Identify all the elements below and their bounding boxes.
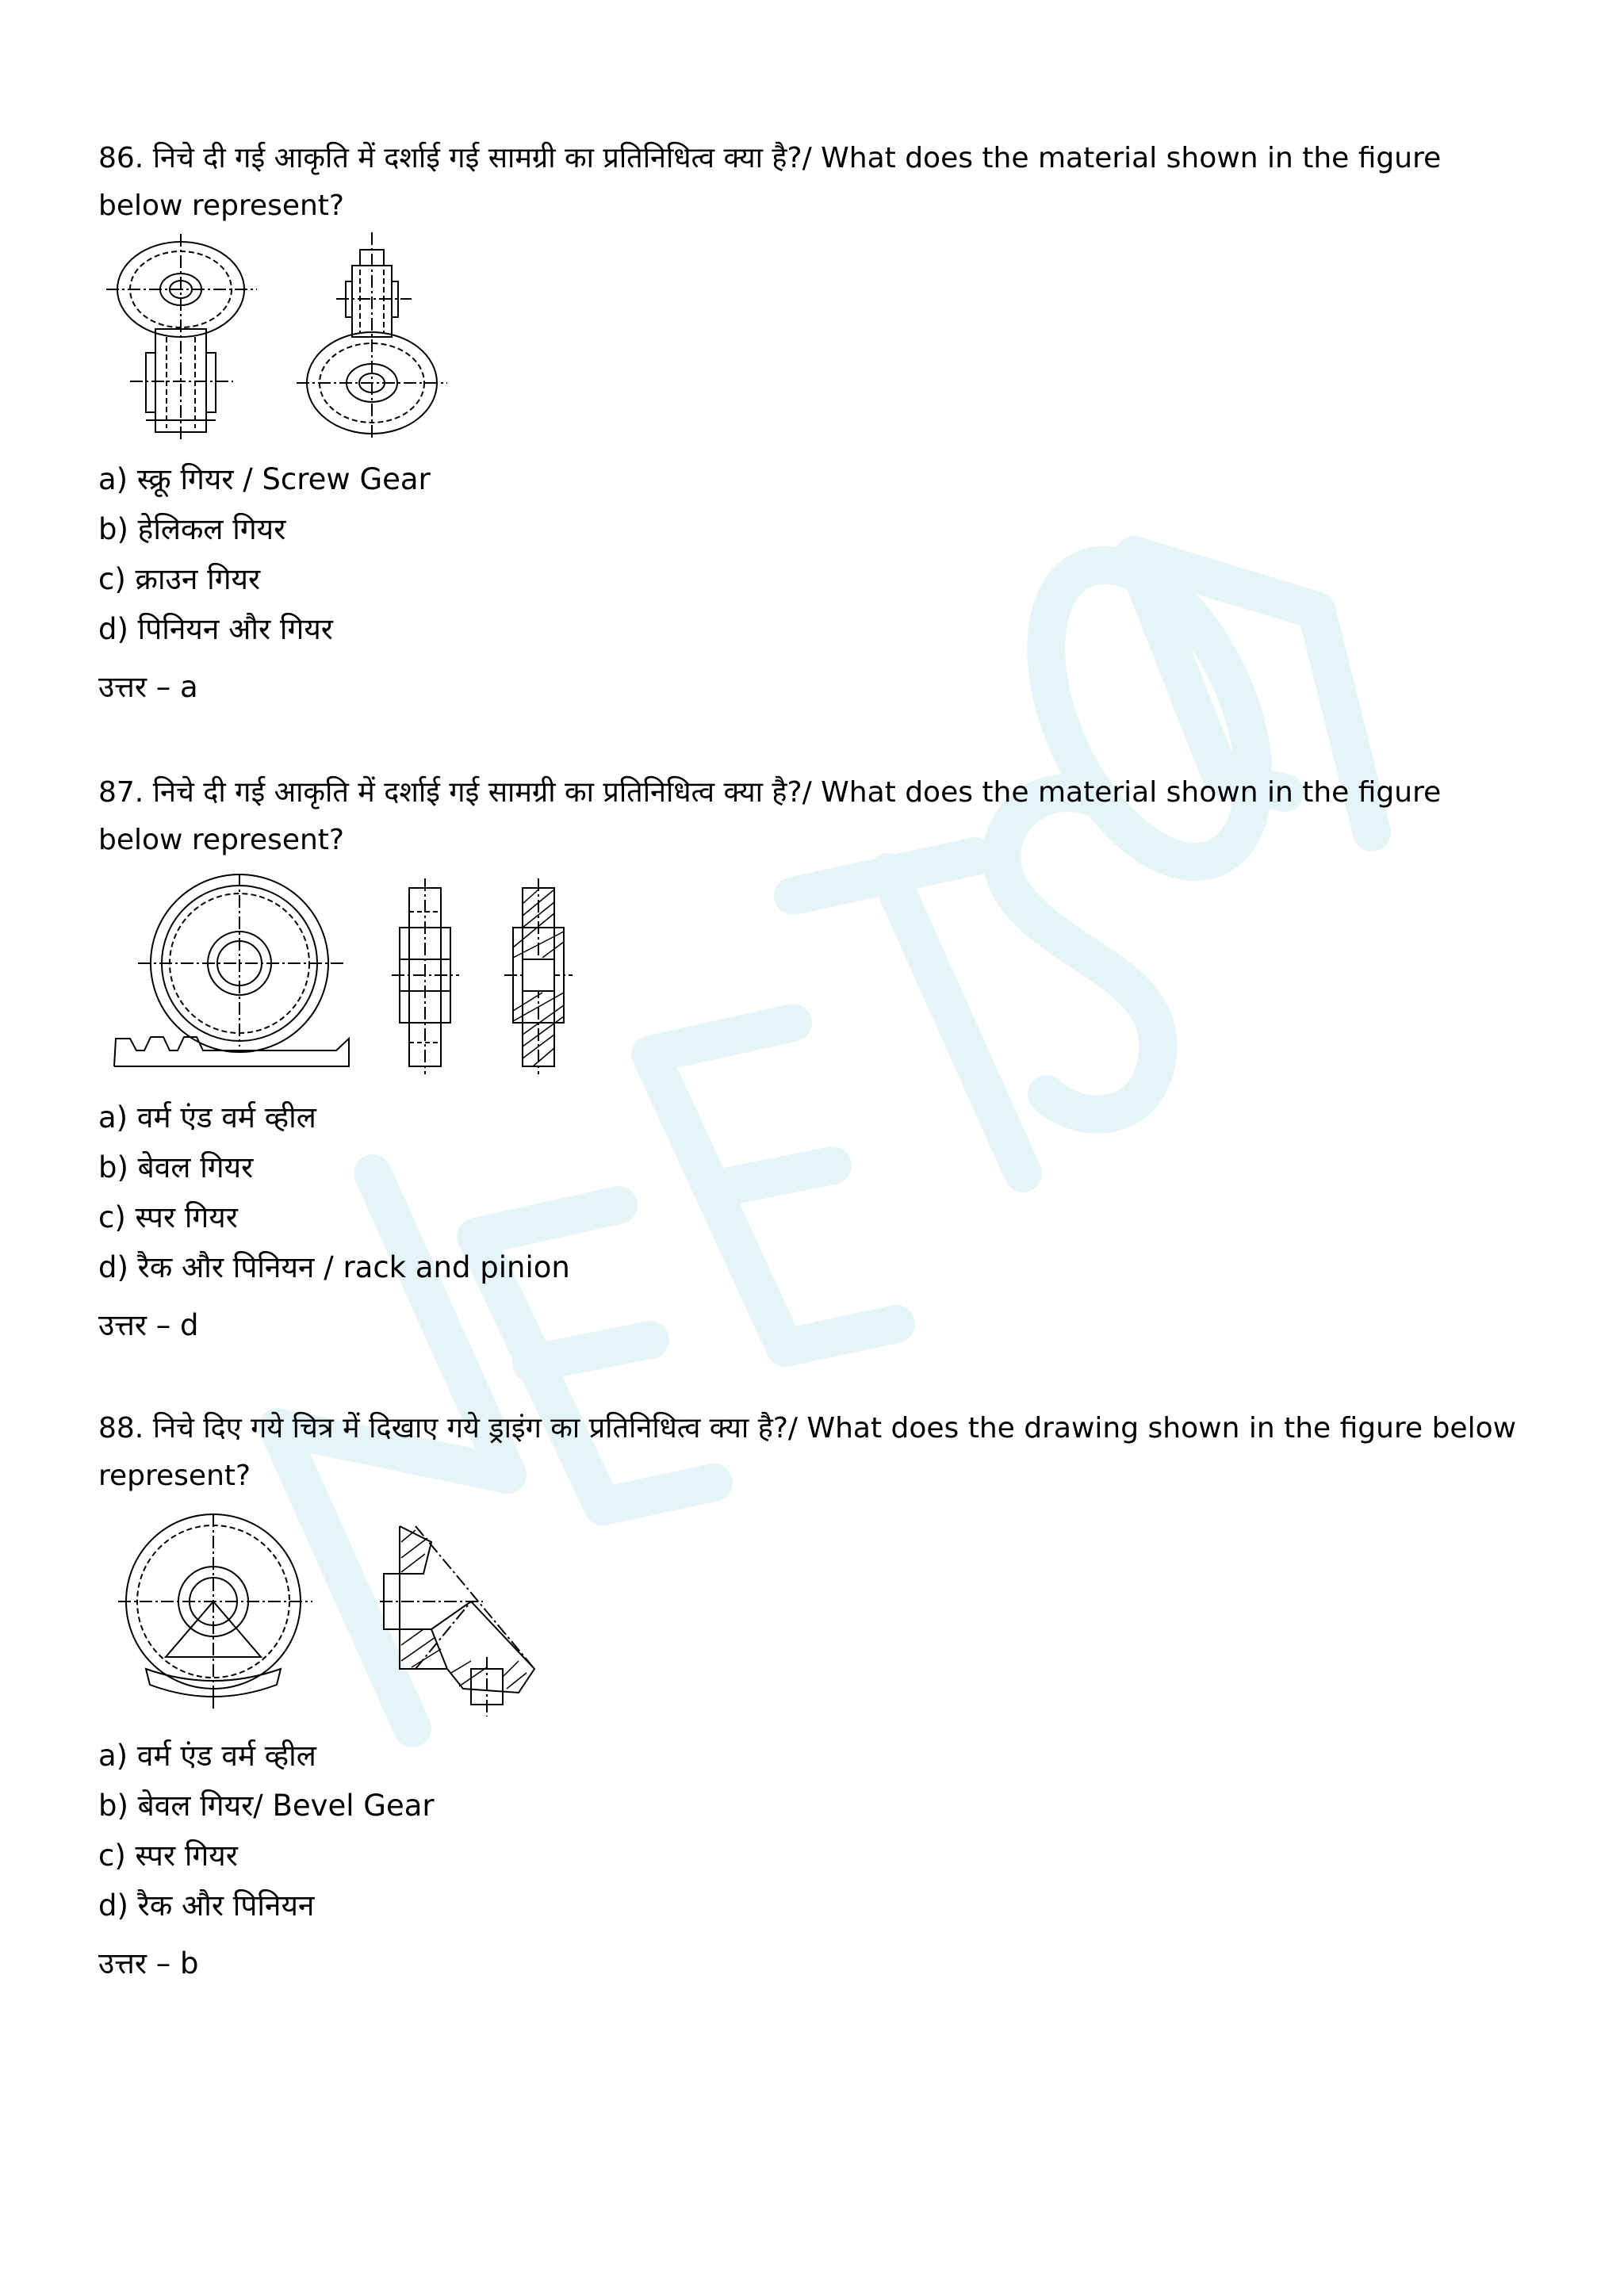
- question-87-option-d: d) रैक और पिनियन / rack and pinion: [98, 1250, 570, 1284]
- question-86-option-b: b) हेलिकल गियर: [98, 512, 286, 546]
- question-87-text: 87. निचे दी गई आकृति में दर्शाई गई सामग्री का प्रतिनिधित्व क्या है?/ What does the material shown in the figure below represent?: [98, 776, 1442, 856]
- question-86-option-d: d) पिनियन और गियर: [98, 612, 333, 646]
- question-87-option-a: a) वर्म एंड वर्म व्हील: [98, 1100, 316, 1135]
- figure-rack-pinion: [98, 872, 574, 1078]
- question-88-text: 88. निचे दिए गये चित्र में दिखाए गये ड्राइंग का प्रतिनिधित्व क्या है?/ What does the drawing shown in the figure below represent?: [98, 1412, 1517, 1492]
- question-86-answer: उत्तर – a: [98, 670, 198, 704]
- question-87-answer: उत्तर – d: [98, 1308, 199, 1342]
- question-87-option-b: b) बेवल गियर: [98, 1150, 254, 1184]
- question-88: [98, 1405, 1526, 1500]
- question-87: [98, 769, 1526, 864]
- question-86-option-c: c) क्राउन गियर: [98, 562, 261, 596]
- question-86-text: 86. निचे दी गई आकृति में दर्शाई गई सामग्री का प्रतिनिधित्व क्या है?/ What does the material shown in the figure below represent?: [98, 142, 1442, 222]
- question-87-option-c: c) स्पर गियर: [98, 1200, 238, 1234]
- question-86-option-a: a) स्क्रू गियर / Screw Gear: [98, 462, 431, 496]
- question-88-option-a: a) वर्म एंड वर्म व्हील: [98, 1739, 316, 1773]
- question-88-option-d: d) रैक और पिनियन: [98, 1888, 315, 1923]
- question-88-answer: उत्तर – b: [98, 1946, 199, 1980]
- question-88-option-b: b) बेवल गियर/ Bevel Gear: [98, 1789, 435, 1823]
- figure-screw-gear: [98, 226, 479, 444]
- question-86: [98, 135, 1526, 230]
- question-88-option-c: c) स्पर गियर: [98, 1839, 238, 1873]
- figure-bevel-gear: [98, 1510, 574, 1724]
